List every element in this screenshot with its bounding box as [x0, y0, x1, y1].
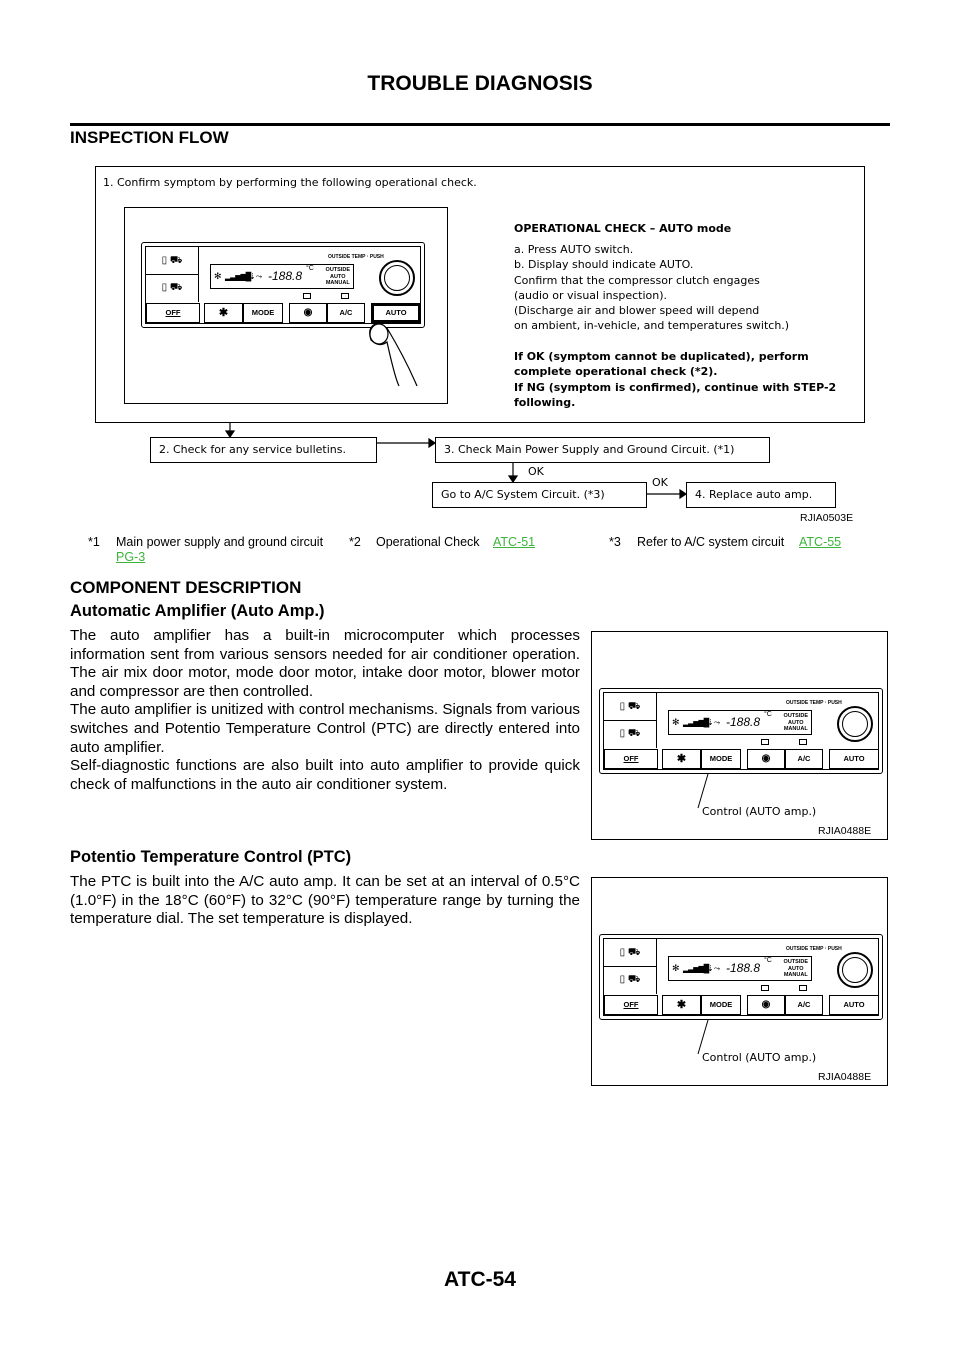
fan-button[interactable]: ✱ — [204, 303, 243, 323]
display — [668, 956, 812, 981]
ac-control-panel — [599, 688, 883, 774]
temp-unit: °C — [764, 957, 772, 964]
footnote-2-mark: *2 — [349, 535, 361, 549]
component-description-heading: COMPONENT DESCRIPTION — [70, 578, 302, 597]
footnote-1-mark: *1 — [88, 535, 100, 549]
auto-button[interactable]: AUTO — [829, 749, 879, 769]
op-check-line: (Discharge air and blower speed will depend — [514, 304, 760, 318]
fan-button[interactable]: ✱ — [662, 749, 701, 769]
step3-box: 3. Check Main Power Supply and Ground Circuit. (*1) — [435, 437, 770, 463]
fresh-air-icon: ▯ ⛟ — [619, 728, 641, 739]
mode-indicators: OUTSIDE AUTO MANUAL — [783, 713, 808, 732]
step1-text: 1. Confirm symptom by performing the following operational check. — [103, 176, 477, 189]
fan-speed-bars-icon: ▂▃▅▆█ — [225, 272, 251, 281]
paragraph: The auto amplifier has a built-in microcomputer which processes information sent from various sensors needed for air conditioner operation. The air mix door motor, mode door motor, intake door motor, blower motor and compressor are then controlled. — [70, 627, 580, 700]
footnote-3-mark: *3 — [609, 535, 621, 549]
figure-caption: Control (AUTO amp.) — [702, 805, 817, 818]
fan-icon: ✻ — [214, 271, 222, 281]
ptc-heading: Potentio Temperature Control (PTC) — [70, 848, 352, 866]
indicator-led — [761, 739, 769, 745]
temp-readout: -188.8 — [726, 715, 761, 729]
off-button[interactable]: OFF — [146, 303, 200, 323]
op-check-line: Confirm that the compressor clutch engages — [514, 273, 760, 287]
recirc-icon: ▯ ⛟ — [604, 693, 656, 721]
result-line: If OK (symptom cannot be duplicated), perform — [514, 350, 809, 363]
vent-mode-icon: ⇣⤳ — [249, 272, 263, 281]
ptc-figure — [591, 877, 888, 1086]
temp-unit: °C — [764, 711, 772, 718]
display — [668, 710, 812, 735]
op-check-line: a. Press AUTO switch. — [514, 243, 634, 256]
page-title: TROUBLE DIAGNOSIS — [367, 72, 593, 95]
mode-button[interactable]: MODE — [701, 749, 741, 769]
auto-amp-heading: Automatic Amplifier (Auto Amp.) — [70, 602, 325, 620]
op-check-line: (audio or visual inspection). — [514, 288, 667, 302]
fan-icon: ✻ — [672, 717, 680, 727]
mode-button[interactable]: MODE — [701, 995, 741, 1015]
link-atc-55[interactable]: ATC-55 — [799, 535, 842, 549]
ptc-description: The PTC is built into the A/C auto amp. It can be set at an interval of 0.5°C (1.0°F) in the 18°C (60°F) to 32°C (90°F) temperature range by turning the temperature dial. The set temperature is displayed. — [70, 873, 580, 928]
off-button[interactable]: OFF — [604, 749, 658, 769]
step2-box: 2. Check for any service bulletins. — [150, 437, 377, 463]
defrost-button[interactable]: ◉ — [289, 303, 327, 323]
ac-button[interactable]: A/C — [327, 303, 365, 323]
defrost-button[interactable]: ◉ — [747, 995, 785, 1015]
footnote-3-text: Refer to A/C system circuit — [637, 535, 785, 549]
indicator-led — [799, 985, 807, 991]
fresh-air-icon: ▯ ⛟ — [161, 282, 183, 293]
vent-mode-icon: ⇣⤳ — [707, 718, 721, 727]
figure-id: RJIA0488E — [818, 1071, 872, 1083]
op-check-line: on ambient, in-vehicle, and temperatures switch.) — [514, 319, 790, 333]
ac-button[interactable]: A/C — [785, 995, 823, 1015]
ac-button[interactable]: A/C — [785, 749, 823, 769]
recirc-icon: ▯ ⛟ — [146, 247, 198, 275]
temp-unit: °C — [306, 265, 314, 272]
auto-button[interactable]: AUTO — [371, 303, 421, 323]
figure-id: RJIA0488E — [818, 825, 872, 837]
outside-temp-label: OUTSIDE TEMP · PUSH — [786, 700, 842, 706]
footnote-1-text: Main power supply and ground circuit — [116, 535, 324, 549]
footnote-2-text: Operational Check — [376, 535, 480, 549]
go-to-ac-system-box: Go to A/C System Circuit. (*3) — [432, 482, 647, 508]
recirc-icon: ▯ ⛟ — [604, 939, 656, 967]
figure-caption: Control (AUTO amp.) — [702, 1051, 817, 1064]
auto-amp-description — [70, 627, 580, 794]
defrost-button[interactable]: ◉ — [747, 749, 785, 769]
fan-speed-bars-icon: ▂▃▅▆█ — [683, 718, 709, 727]
ac-control-panel — [599, 934, 883, 1020]
paragraph: The auto amplifier is unitized with control mechanisms. Signals from various switches and Potentio Temperature Control (PTC) are directly entered into auto amplifier. — [70, 701, 580, 756]
step4-box: 4. Replace auto amp. — [686, 482, 836, 508]
result-line: If NG (symptom is confirmed), continue with STEP-2 — [514, 380, 837, 394]
fresh-air-icon: ▯ ⛟ — [619, 974, 641, 985]
temp-readout: -188.8 — [268, 269, 303, 283]
op-check-title: OPERATIONAL CHECK – AUTO mode — [514, 222, 732, 235]
outside-temp-label: OUTSIDE TEMP · PUSH — [786, 946, 842, 952]
mode-button[interactable]: MODE — [243, 303, 283, 323]
result-line: complete operational check (*2). — [514, 365, 718, 379]
paragraph: Self-diagnostic functions are also built into auto amplifier to provide quick check of malfunctions in the auto air conditioner system. — [70, 757, 580, 793]
indicator-led — [761, 985, 769, 991]
temp-readout: -188.8 — [726, 961, 761, 975]
auto-amp-figure — [591, 631, 888, 840]
mode-indicators: OUTSIDE AUTO MANUAL — [325, 267, 350, 286]
fan-button[interactable]: ✱ — [662, 995, 701, 1015]
ok-label: OK — [652, 476, 668, 489]
outside-temp-label: OUTSIDE TEMP · PUSH — [328, 254, 384, 260]
result-line: following. — [514, 395, 576, 409]
fan-icon: ✻ — [672, 963, 680, 973]
temperature-dial[interactable] — [837, 706, 873, 742]
temperature-dial[interactable] — [837, 952, 873, 988]
indicator-led — [799, 739, 807, 745]
inspection-flow-heading: INSPECTION FLOW — [70, 128, 229, 147]
vent-mode-icon: ⇣⤳ — [707, 964, 721, 973]
figure-id: RJIA0503E — [800, 512, 854, 524]
ok-label: OK — [528, 465, 544, 478]
link-atc-51[interactable]: ATC-51 — [493, 535, 536, 549]
fan-speed-bars-icon: ▂▃▅▆█ — [683, 964, 709, 973]
auto-button[interactable]: AUTO — [829, 995, 879, 1015]
link-pg-3[interactable]: PG-3 — [116, 550, 146, 564]
page-number: ATC-54 — [444, 1268, 516, 1291]
mode-indicators: OUTSIDE AUTO MANUAL — [783, 959, 808, 978]
op-check-line: b. Display should indicate AUTO. — [514, 258, 694, 272]
off-button[interactable]: OFF — [604, 995, 658, 1015]
